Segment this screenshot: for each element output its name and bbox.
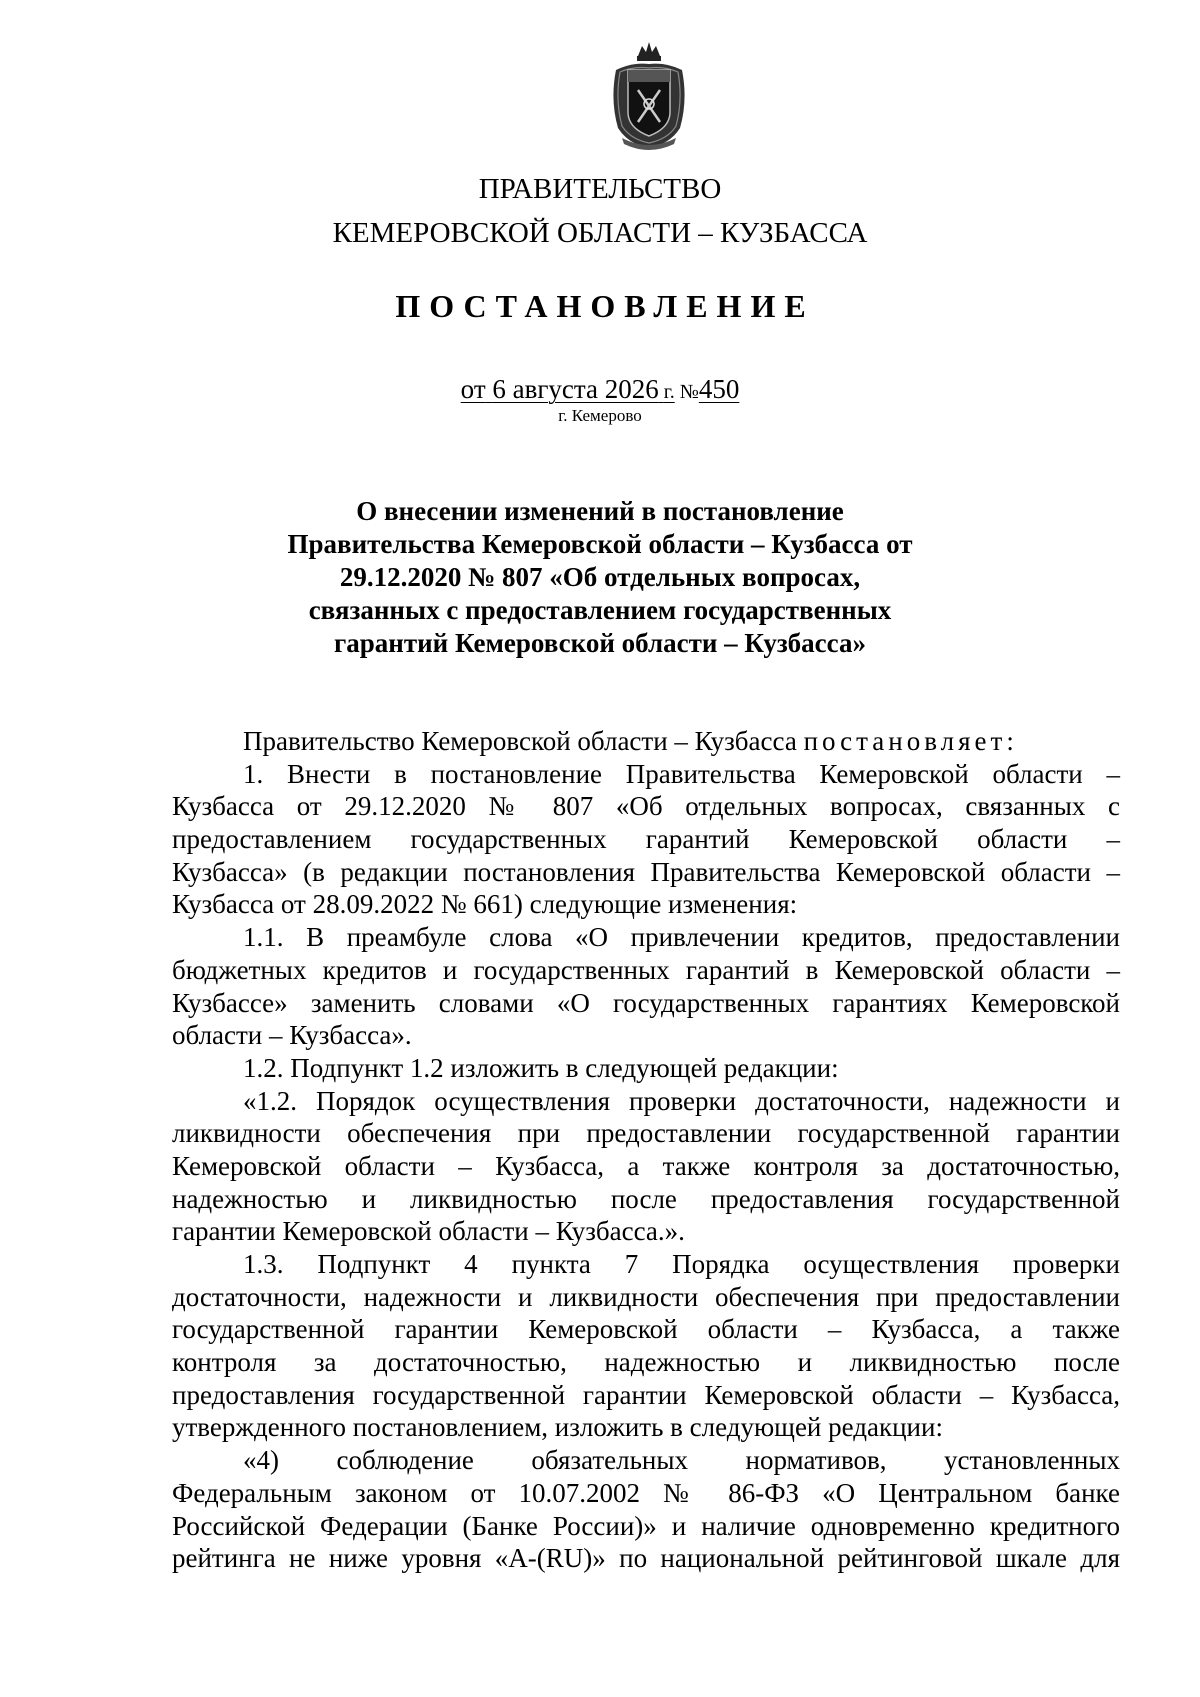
body-line: 1.1. В преамбуле слова «О привлечении кредитов, предоставлении xyxy=(243,922,1120,953)
title-line: Правительства Кемеровской области – Кузбасса от xyxy=(287,529,913,559)
title-line: связанных с предоставлением государственных xyxy=(308,595,892,625)
body-line: Российской Федерации (Банке России)» и наличие одновременно кредитного xyxy=(172,1510,1120,1541)
body-line: предоставления государственной гарантии Кемеровской области – Кузбасса, xyxy=(172,1379,1120,1410)
body-line: Кузбасса от 28.09.2022 № 661) следующие изменения: xyxy=(172,889,798,920)
date-prefix: от xyxy=(460,374,486,404)
body-line: Кузбасса» (в редакции постановления Правительства Кемеровской области – xyxy=(172,856,1120,887)
decree-word: постановляет xyxy=(803,726,1007,756)
coat-of-arms-icon xyxy=(608,40,690,152)
intro-text: Правительство Кемеровской области – Кузбасса xyxy=(243,726,797,756)
body-line: ликвидности обеспечения при предоставлении государственной гарантии xyxy=(172,1118,1120,1149)
body-line: «1.2. Порядок осуществления проверки достаточности, надежности и xyxy=(243,1085,1120,1116)
document-type: ПОСТАНОВЛЕНИЕ xyxy=(395,288,815,324)
title-line: 29.12.2020 № 807 «Об отдельных вопросах, xyxy=(339,562,861,592)
document-title xyxy=(240,495,960,660)
body-line: 1.2. Подпункт 1.2 изложить в следующей редакции: xyxy=(243,1052,839,1083)
document-date: 6 августа 2026 xyxy=(492,374,659,404)
body-line: 1.3. Подпункт 4 пункта 7 Порядка осуществления проверки xyxy=(243,1249,1120,1279)
year-suffix: г. xyxy=(663,381,675,403)
body-line: утвержденного постановлением, изложить в следующей редакции: xyxy=(172,1412,943,1443)
city: г. Кемерово xyxy=(558,406,642,425)
intro-colon: : xyxy=(1006,726,1014,756)
body-line: государственной гарантии Кемеровской области – Кузбасса, а также xyxy=(172,1314,1120,1345)
title-line: гарантий Кемеровской области – Кузбасса» xyxy=(334,628,866,658)
date-number-line xyxy=(0,374,1200,405)
body-line: контроля за достаточностью, надежностью и ликвидностью после xyxy=(172,1347,1120,1378)
number-sign: № xyxy=(679,381,699,403)
body-line: достаточности, надежности и ликвидности обеспечения при предоставлении xyxy=(172,1281,1120,1312)
org-name-line2: КЕМЕРОВСКОЙ ОБЛАСТИ – КУЗБАССА xyxy=(332,217,868,249)
body-line: предоставлением государственных гарантий Кемеровской области – xyxy=(172,824,1120,855)
body-line: «4) соблюдение обязательных нормативов, установленных xyxy=(243,1445,1120,1476)
body-line: Кузбасса от 29.12.2020 № 807 «Об отдельных вопросах, связанных с xyxy=(172,791,1120,822)
body-line: области – Кузбасса». xyxy=(172,1020,412,1051)
coat-of-arms-emblem xyxy=(608,40,690,152)
body-line: 1. Внести в постановление Правительства Кемеровской области – xyxy=(243,758,1120,789)
body-line: Федеральным законом от 10.07.2002 № 86-ФЗ «О Центральном банке xyxy=(172,1477,1120,1508)
body-intro xyxy=(172,725,1120,758)
body-line: надежностью и ликвидностью после предоставления государственной xyxy=(172,1183,1120,1214)
body-line: бюджетных кредитов и государственных гарантий в Кемеровской области – xyxy=(172,954,1120,985)
document-body xyxy=(172,725,1120,1575)
body-line: рейтинга не ниже уровня «А-(RU)» по национальной рейтинговой шкале для xyxy=(172,1543,1120,1574)
body-line: Кузбассе» заменить словами «О государственных гарантиях Кемеровской xyxy=(172,987,1120,1018)
body-line: гарантии Кемеровской области – Кузбасса.». xyxy=(172,1216,685,1247)
org-name-line1: ПРАВИТЕЛЬСТВО xyxy=(478,173,722,205)
body-line: Кемеровской области – Кузбасса, а также контроля за достаточностью, xyxy=(172,1150,1120,1181)
document-number: 450 xyxy=(698,374,740,404)
title-line: О внесении изменений в постановление xyxy=(356,496,844,526)
